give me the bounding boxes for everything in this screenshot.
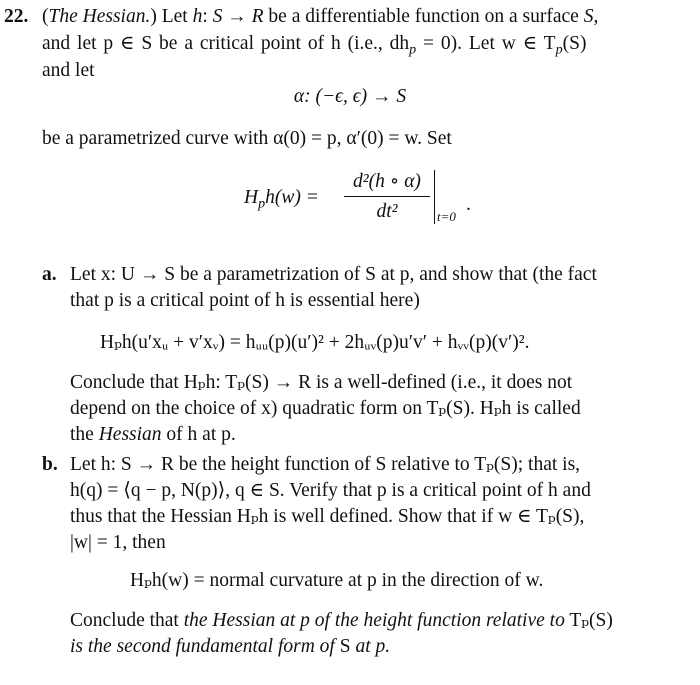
part-b-line-4: |w| = 1, then xyxy=(70,532,166,553)
part-b-line-3: thus that the Hessian Hₚh is well defined. Show that if w ∈ Tₚ(S), xyxy=(70,506,585,527)
text: the xyxy=(70,424,99,445)
derivative-fraction xyxy=(344,168,430,225)
part-b-line-1: Let h: S → R be the height function of S relative to Tₚ(S); that is, xyxy=(70,454,581,475)
emphasis: is the second fundamental form of xyxy=(70,636,335,657)
fraction-numerator: d²(h ∘ α) xyxy=(353,171,421,192)
text: → xyxy=(222,6,252,27)
emphasis: the Hessian at p of the height function relative to xyxy=(183,610,565,631)
text: S xyxy=(212,6,223,27)
curve-formula: α: (−ϵ, ϵ) → S xyxy=(293,86,407,107)
part-a-line-5: depend on the choice of x) quadratic form on Tₚ(S). Hₚh is called xyxy=(70,398,581,419)
evaluation-point: t=0 xyxy=(437,209,456,224)
text: (S) xyxy=(562,33,587,54)
text: of h at p. xyxy=(161,424,236,445)
fraction-bar xyxy=(344,196,430,197)
text: S xyxy=(583,6,594,27)
part-a-line-2: that p is a critical point of h is essential here) xyxy=(70,290,420,311)
intro-line-5: be a parametrized curve with α(0) = p, α′(0) = w. Set xyxy=(42,128,452,149)
text: ) Let xyxy=(150,6,193,27)
problem-number: 22. xyxy=(4,6,29,27)
text: ( xyxy=(42,6,49,27)
text: be a differentiable function on a surface xyxy=(263,6,584,27)
hessian-lhs xyxy=(244,185,319,217)
fraction-denominator: dt² xyxy=(376,201,398,222)
period: . xyxy=(466,194,471,215)
text: , xyxy=(593,6,599,27)
part-b-formula: Hₚh(w) = normal curvature at p in the direction of w. xyxy=(130,570,544,591)
text: R xyxy=(251,6,264,27)
text: S xyxy=(334,636,356,657)
part-b-line-7 xyxy=(70,634,390,661)
text: Conclude that xyxy=(70,610,184,631)
intro-line-3: and let xyxy=(42,60,95,81)
text: H xyxy=(244,187,259,208)
text: Tₚ(S) xyxy=(564,610,613,631)
problem-title: The Hessian. xyxy=(48,6,151,27)
evaluation-bar xyxy=(434,170,435,224)
text: and let p ∈ S be a critical point of h (i.e., dh xyxy=(42,33,410,54)
part-a-line-1: Let x: U → S be a parametrization of S at p, and show that (the fact xyxy=(70,264,597,285)
text: h xyxy=(192,6,203,27)
part-a-line-6 xyxy=(70,422,236,449)
subscript: p xyxy=(555,41,563,58)
intro-line-2 xyxy=(42,31,586,63)
part-b-label: b. xyxy=(42,454,58,475)
subscript: p xyxy=(409,41,417,58)
emphasis: at p. xyxy=(355,636,391,657)
text: = 0). Let w ∈ T xyxy=(416,33,556,54)
subscript: p xyxy=(258,195,266,212)
part-b-line-6 xyxy=(70,608,613,635)
part-a-label: a. xyxy=(42,264,57,285)
part-b-line-2: h(q) = ⟨q − p, N(p)⟩, q ∈ S. Verify that p is a critical point of h and xyxy=(70,480,591,501)
part-a-line-4: Conclude that Hₚh: Tₚ(S) → R is a well-defined (i.e., it does not xyxy=(70,372,573,393)
intro-line-1 xyxy=(42,4,598,31)
hessian-term: Hessian xyxy=(98,424,162,445)
text: : xyxy=(202,6,213,27)
text: h(w) = xyxy=(265,187,319,208)
part-a-formula: Hₚh(u′xᵤ + v′xᵥ) = hᵤᵤ(p)(u′)² + 2hᵤᵥ(p)u′v′ + hᵥᵥ(p)(v′)². xyxy=(100,332,530,353)
